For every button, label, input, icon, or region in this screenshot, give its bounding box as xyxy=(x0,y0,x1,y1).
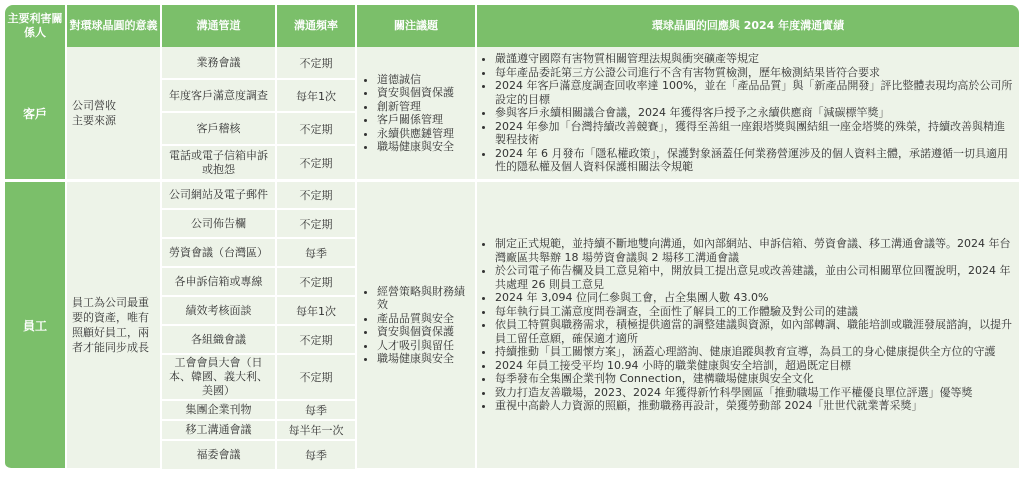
customer-significance-line: 公司營收 xyxy=(72,99,116,112)
response-item: • 制定正式規範，並持續不斷地雙向溝通，如內部網站、申訴信箱、勞資會議、移工溝通會議等。2024 年台灣廠區共舉辦 18 場勞資會議與 2 場移工溝通會議 xyxy=(495,237,1013,264)
stakeholder-employee: 員工 xyxy=(5,182,67,469)
employee-channel: 績效考核面談 xyxy=(162,297,277,326)
issue-item: • 創新管理 xyxy=(377,100,469,114)
response-item: • 依員工特質與職務需求，積極提供適當的調整建議與資源，如內部轉調、職能培訓或職涯發展諮詢，以提升員工留任意願，確保適才適所 xyxy=(495,318,1013,345)
customer-channel: 客戶稽核 xyxy=(162,113,277,146)
customer-channel: 業務會議 xyxy=(162,47,277,80)
response-item: • 2024 年 6 月發布「隱私權政策」，保護對象涵蓋任何業務營運涉及的個人資料主體，承諾遵循一切具適用性的隱私權及個人資料保護相關法令規範 xyxy=(495,147,1013,174)
employee-frequency: 每半年一次 xyxy=(277,421,357,441)
table-row xyxy=(5,47,1019,80)
employee-issues xyxy=(357,182,477,469)
employee-channel: 福委會議 xyxy=(162,441,277,469)
customer-frequency: 不定期 xyxy=(277,146,357,182)
table-row xyxy=(5,182,1019,210)
customer-significance-line: 主要來源 xyxy=(72,114,116,127)
employee-frequency: 不定期 xyxy=(277,326,357,355)
employee-frequency: 不定期 xyxy=(277,210,357,239)
response-item: • 持續推動「員工關懷方案」，涵蓋心理諮詢、健康追蹤與教育宣導，為員工的身心健康提供全方位的守護 xyxy=(495,345,1013,359)
response-item: • 致力打造友善職場，2023、2024 年獲得新竹科學園區「推動職場工作平權優良單位評選」優等獎 xyxy=(495,386,1013,400)
employee-frequency: 不定期 xyxy=(277,182,357,210)
employee-frequency: 每季 xyxy=(277,441,357,469)
stakeholder-table-container xyxy=(5,5,1019,469)
response-item: • 重視中高齡人力資源的照顧，推動職務再設計，榮獲勞動部 2024「壯世代就業菁采獎」 xyxy=(495,399,1013,413)
header-issues: 關注議題 xyxy=(357,5,477,47)
stakeholder-customer: 客戶 xyxy=(5,47,67,182)
response-item: • 嚴謹遵守國際有害物質相關管理法規與衝突礦產等規定 xyxy=(495,52,1013,66)
employee-frequency: 每年1次 xyxy=(277,297,357,326)
issue-item: • 資安與個資保護 xyxy=(377,325,469,339)
employee-channel: 集團企業刊物 xyxy=(162,401,277,421)
customer-channel: 電話或電子信箱申訴或抱怨 xyxy=(162,146,277,182)
issue-item: • 職場健康與安全 xyxy=(377,140,469,154)
employee-channel: 移工溝通會議 xyxy=(162,421,277,441)
response-item: • 於公司電子佈告欄及員工意見箱中，開放員工提出意見或改善建議，並由公司相關單位回覆說明，2024 年共處理 26 則員工意見 xyxy=(495,264,1013,291)
response-item: • 每季發布全集團企業刊物 Connection，建構職場健康與安全文化 xyxy=(495,372,1013,386)
response-item: • 參與客戶永續相關議合會議，2024 年獲得客戶授予之永續供應商「減碳標竿獎」 xyxy=(495,106,1013,120)
response-item: • 2024 年 3,094 位同仁參與工會，占全集團人數 43.0% xyxy=(495,291,1013,305)
employee-channel: 各申訴信箱或專線 xyxy=(162,268,277,297)
header-response: 環球晶圓的回應與 2024 年度溝通實績 xyxy=(477,5,1019,47)
employee-channel: 工會會員大會（日本、韓國、義大利、美國） xyxy=(162,355,277,401)
employee-frequency: 不定期 xyxy=(277,355,357,401)
response-item: • 2024 年參加「台灣持續改善競賽」，獲得至善組一座銀塔獎與團結組一座金塔獎的殊榮，持續改善與精進製程技術 xyxy=(495,120,1013,147)
employee-channel: 公司佈告欄 xyxy=(162,210,277,239)
employee-channel: 公司網站及電子郵件 xyxy=(162,182,277,210)
header-channel: 溝通管道 xyxy=(162,5,277,47)
employee-channel: 勞資會議（台灣區） xyxy=(162,239,277,268)
customer-frequency: 不定期 xyxy=(277,47,357,80)
issue-item: • 道德誠信 xyxy=(377,73,469,87)
response-item: • 每年產品委託第三方公證公司進行不含有害物質檢測，歷年檢測結果皆符合要求 xyxy=(495,66,1013,80)
employee-frequency: 每季 xyxy=(277,239,357,268)
issue-item: • 客戶關係管理 xyxy=(377,113,469,127)
issue-item: • 資安與個資保護 xyxy=(377,86,469,100)
customer-channel: 年度客戶滿意度調查 xyxy=(162,80,277,113)
issue-item: • 人才吸引與留任 xyxy=(377,339,469,353)
employee-responses xyxy=(477,182,1019,469)
header-stakeholder: 主要利害關係人 xyxy=(5,5,67,47)
employee-frequency: 不定期 xyxy=(277,268,357,297)
issue-item: • 永續供應鏈管理 xyxy=(377,127,469,141)
customer-frequency: 不定期 xyxy=(277,113,357,146)
issue-item: • 職場健康與安全 xyxy=(377,352,469,366)
header-row xyxy=(5,5,1019,47)
employee-channel: 各組織會議 xyxy=(162,326,277,355)
response-item: • 每年執行員工滿意度問卷調查，全面性了解員工的工作體驗及對公司的建議 xyxy=(495,305,1013,319)
response-item: • 2024 年客戶滿意度調查回收率達 100%，並在「產品品質」與「新產品開發」評比整體表現均高於公司所設定的目標 xyxy=(495,79,1013,106)
customer-frequency: 每年1次 xyxy=(277,80,357,113)
issue-item: • 經營策略與財務績效 xyxy=(377,285,469,312)
response-item: • 2024 年員工接受平均 10.94 小時的職業健康與安全培訓，超過既定目標 xyxy=(495,359,1013,373)
customer-significance xyxy=(67,47,162,182)
stakeholder-communication-table xyxy=(5,5,1019,469)
header-significance: 對環球晶圓的意義 xyxy=(67,5,162,47)
header-frequency: 溝通頻率 xyxy=(277,5,357,47)
employee-frequency: 每季 xyxy=(277,401,357,421)
customer-issues xyxy=(357,47,477,182)
issue-item: • 產品品質與安全 xyxy=(377,312,469,326)
employee-significance: 員工為公司最重要的資產，唯有照顧好員工，兩者才能同步成長 xyxy=(67,182,162,469)
customer-responses xyxy=(477,47,1019,182)
